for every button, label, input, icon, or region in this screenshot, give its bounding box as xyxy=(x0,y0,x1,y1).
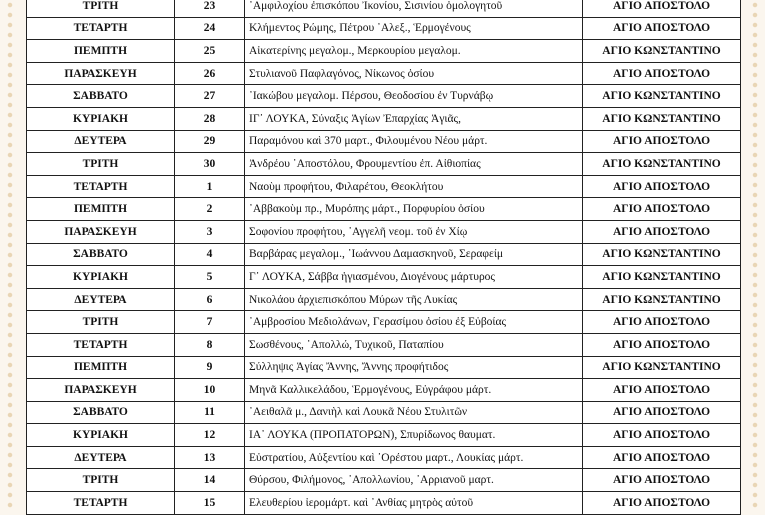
saints-cell: ᾿Αμβροσίου Μεδιολάνων, Γερασίμου ὁσίου ἐξ Εὐβοίας xyxy=(245,311,583,334)
church-cell: ΑΓΙΟ ΑΠΟΣΤΟΛΟ xyxy=(583,17,741,40)
church-cell: ΑΓΙΟ ΑΠΟΣΤΟΛΟ xyxy=(583,311,741,334)
church-cell: ΑΓΙΟ ΑΠΟΣΤΟΛΟ xyxy=(583,62,741,85)
calendar-body xyxy=(27,0,741,514)
date-cell: 15 xyxy=(175,492,245,515)
day-cell: ΣΑΒΒΑΤΟ xyxy=(27,401,175,424)
calendar-row xyxy=(27,175,741,198)
church-cell: ΑΓΙΟ ΚΩΝΣΤΑΝΤΙΝΟ xyxy=(583,288,741,311)
date-cell: 24 xyxy=(175,17,245,40)
church-calendar-table xyxy=(26,0,741,515)
calendar-row xyxy=(27,311,741,334)
calendar-row xyxy=(27,446,741,469)
calendar-row xyxy=(27,107,741,130)
church-cell: ΑΓΙΟ ΑΠΟΣΤΟΛΟ xyxy=(583,492,741,515)
saints-cell: Κλήμεντος Ρώμης, Πέτρου ᾿Αλεξ., Ἑρμογένους xyxy=(245,17,583,40)
day-cell: ΠΑΡΑΣΚΕΥΗ xyxy=(27,220,175,243)
calendar-row xyxy=(27,243,741,266)
day-cell: ΤΡΙΤΗ xyxy=(27,311,175,334)
date-cell: 26 xyxy=(175,62,245,85)
church-cell: ΑΓΙΟ ΚΩΝΣΤΑΝΤΙΝΟ xyxy=(583,40,741,63)
calendar-sheet xyxy=(26,0,740,515)
church-cell: ΑΓΙΟ ΑΠΟΣΤΟΛΟ xyxy=(583,175,741,198)
day-cell: ΤΕΤΑΡΤΗ xyxy=(27,175,175,198)
date-cell: 4 xyxy=(175,243,245,266)
saints-cell: Εὐστρατίου, Αὐξεντίου καὶ ᾿Ορέστου μαρτ., Λουκίας μάρτ. xyxy=(245,446,583,469)
calendar-row xyxy=(27,220,741,243)
day-cell: ΤΕΤΑΡΤΗ xyxy=(27,492,175,515)
date-cell: 7 xyxy=(175,311,245,334)
day-cell: ΚΥΡΙΑΚΗ xyxy=(27,424,175,447)
day-cell: ΣΑΒΒΑΤΟ xyxy=(27,85,175,108)
date-cell: 8 xyxy=(175,333,245,356)
day-cell: ΔΕΥΤΕΡΑ xyxy=(27,130,175,153)
calendar-row xyxy=(27,356,741,379)
date-cell: 27 xyxy=(175,85,245,108)
saints-cell: Θύρσου, Φιλήμονος, ᾿Απολλωνίου, ᾿Αρριανοῦ μαρτ. xyxy=(245,469,583,492)
day-cell: ΚΥΡΙΑΚΗ xyxy=(27,107,175,130)
calendar-row xyxy=(27,62,741,85)
day-cell: ΤΕΤΑΡΤΗ xyxy=(27,17,175,40)
date-cell: 3 xyxy=(175,220,245,243)
calendar-row xyxy=(27,266,741,289)
day-cell: ΣΑΒΒΑΤΟ xyxy=(27,243,175,266)
calendar-row xyxy=(27,492,741,515)
church-cell: ΑΓΙΟ ΚΩΝΣΤΑΝΤΙΝΟ xyxy=(583,153,741,176)
saints-cell: Αἰκατερίνης μεγαλομ., Μερκουρίου μεγαλομ. xyxy=(245,40,583,63)
church-cell: ΑΓΙΟ ΑΠΟΣΤΟΛΟ xyxy=(583,220,741,243)
date-cell: 29 xyxy=(175,130,245,153)
date-cell: 9 xyxy=(175,356,245,379)
day-cell: ΚΥΡΙΑΚΗ xyxy=(27,266,175,289)
church-cell: ΑΓΙΟ ΚΩΝΣΤΑΝΤΙΝΟ xyxy=(583,85,741,108)
calendar-row xyxy=(27,379,741,402)
saints-cell: ᾿Αμφιλοχίου ἐπισκόπου Ἰκονίου, Σισινίου ὁμολογητοῦ xyxy=(245,0,583,17)
church-cell: ΑΓΙΟ ΑΠΟΣΤΟΛΟ xyxy=(583,333,741,356)
calendar-row xyxy=(27,40,741,63)
date-cell: 6 xyxy=(175,288,245,311)
calendar-row xyxy=(27,401,741,424)
saints-cell: Μηνᾶ Καλλικελάδου, Ἑρμογένους, Εὐγράφου μάρτ. xyxy=(245,379,583,402)
church-cell: ΑΓΙΟ ΑΠΟΣΤΟΛΟ xyxy=(583,198,741,221)
day-cell: ΤΡΙΤΗ xyxy=(27,0,175,17)
church-cell: ΑΓΙΟ ΑΠΟΣΤΟΛΟ xyxy=(583,0,741,17)
calendar-row xyxy=(27,288,741,311)
date-cell: 1 xyxy=(175,175,245,198)
date-cell: 12 xyxy=(175,424,245,447)
church-cell: ΑΓΙΟ ΚΩΝΣΤΑΝΤΙΝΟ xyxy=(583,356,741,379)
church-cell: ΑΓΙΟ ΑΠΟΣΤΟΛΟ xyxy=(583,401,741,424)
day-cell: ΔΕΥΤΕΡΑ xyxy=(27,446,175,469)
date-cell: 30 xyxy=(175,153,245,176)
day-cell: ΠΕΜΠΤΗ xyxy=(27,40,175,63)
saints-cell: ΙΑ᾽ ΛΟΥΚΑ (ΠΡΟΠΑΤΟΡΩΝ), Σπυρίδωνος θαυματ. xyxy=(245,424,583,447)
church-cell: ΑΓΙΟ ΚΩΝΣΤΑΝΤΙΝΟ xyxy=(583,107,741,130)
day-cell: ΔΕΥΤΕΡΑ xyxy=(27,288,175,311)
date-cell: 2 xyxy=(175,198,245,221)
date-cell: 14 xyxy=(175,469,245,492)
decorative-border-left xyxy=(4,0,16,510)
calendar-row xyxy=(27,85,741,108)
day-cell: ΤΡΙΤΗ xyxy=(27,153,175,176)
decorative-border-right xyxy=(749,0,761,510)
church-cell: ΑΓΙΟ ΑΠΟΣΤΟΛΟ xyxy=(583,424,741,447)
calendar-row xyxy=(27,130,741,153)
calendar-row xyxy=(27,153,741,176)
saints-cell: ᾿Αειθαλᾶ μ., Δανιὴλ καὶ Λουκᾶ Νέου Στυλιτῶν xyxy=(245,401,583,424)
saints-cell: Ελευθερίου ἱερομάρτ. καὶ ᾿Ανθίας μητρὸς αὐτοῦ xyxy=(245,492,583,515)
calendar-row xyxy=(27,0,741,17)
calendar-row xyxy=(27,333,741,356)
saints-cell: Σοφονίου προφήτου, ᾿Αγγελῆ νεομ. τοῦ ἐν Χίῳ xyxy=(245,220,583,243)
saints-cell: Ναοὺμ προφήτου, Φιλαρέτου, Θεοκλήτου xyxy=(245,175,583,198)
church-cell: ΑΓΙΟ ΚΩΝΣΤΑΝΤΙΝΟ xyxy=(583,266,741,289)
saints-cell: Γ᾽ ΛΟΥΚΑ, Σάββα ἡγιασμένου, Διογένους μάρτυρος xyxy=(245,266,583,289)
saints-cell: ΙΓ᾽ ΛΟΥΚΑ, Σύναξις Ἁγίων Ἐπαρχίας Ἁγιᾶς, xyxy=(245,107,583,130)
calendar-row xyxy=(27,424,741,447)
calendar-row xyxy=(27,198,741,221)
church-cell: ΑΓΙΟ ΑΠΟΣΤΟΛΟ xyxy=(583,469,741,492)
date-cell: 23 xyxy=(175,0,245,17)
day-cell: ΠΑΡΑΣΚΕΥΗ xyxy=(27,62,175,85)
calendar-row xyxy=(27,469,741,492)
date-cell: 10 xyxy=(175,379,245,402)
church-cell: ΑΓΙΟ ΑΠΟΣΤΟΛΟ xyxy=(583,446,741,469)
day-cell: ΤΕΤΑΡΤΗ xyxy=(27,333,175,356)
saints-cell: Βαρβάρας μεγαλομ., ᾿Ιωάννου Δαμασκηνοῦ, Σεραφείμ xyxy=(245,243,583,266)
church-cell: ΑΓΙΟ ΑΠΟΣΤΟΛΟ xyxy=(583,379,741,402)
church-cell: ΑΓΙΟ ΚΩΝΣΤΑΝΤΙΝΟ xyxy=(583,243,741,266)
day-cell: ΠΕΜΠΤΗ xyxy=(27,198,175,221)
saints-cell: ᾿Αββακοὺμ πρ., Μυρόπης μάρτ., Πορφυρίου ὁσίου xyxy=(245,198,583,221)
saints-cell: Ἀνδρέου ᾿Αποστόλου, Φρουμεντίου ἐπ. Αἰθιοπίας xyxy=(245,153,583,176)
saints-cell: ᾿Ιακώβου μεγαλομ. Πέρσου, Θεοδοσίου ἐν Τυρνάβῳ xyxy=(245,85,583,108)
church-cell: ΑΓΙΟ ΑΠΟΣΤΟΛΟ xyxy=(583,130,741,153)
calendar-row xyxy=(27,17,741,40)
date-cell: 11 xyxy=(175,401,245,424)
date-cell: 25 xyxy=(175,40,245,63)
date-cell: 28 xyxy=(175,107,245,130)
day-cell: ΠΕΜΠΤΗ xyxy=(27,356,175,379)
date-cell: 5 xyxy=(175,266,245,289)
saints-cell: Νικολάου ἀρχιεπισκόπου Μύρων τῆς Λυκίας xyxy=(245,288,583,311)
saints-cell: Παραμόνου καὶ 370 μαρτ., Φιλουμένου Νέου μάρτ. xyxy=(245,130,583,153)
saints-cell: Σύλληψις Ἁγίας Ἄννης, Ἄννης προφήτιδος xyxy=(245,356,583,379)
saints-cell: Σωσθένους, ᾿Απολλώ, Τυχικοῦ, Παταπίου xyxy=(245,333,583,356)
saints-cell: Στυλιανοῦ Παφλαγόνος, Νίκωνος ὁσίου xyxy=(245,62,583,85)
day-cell: ΠΑΡΑΣΚΕΥΗ xyxy=(27,379,175,402)
date-cell: 13 xyxy=(175,446,245,469)
day-cell: ΤΡΙΤΗ xyxy=(27,469,175,492)
